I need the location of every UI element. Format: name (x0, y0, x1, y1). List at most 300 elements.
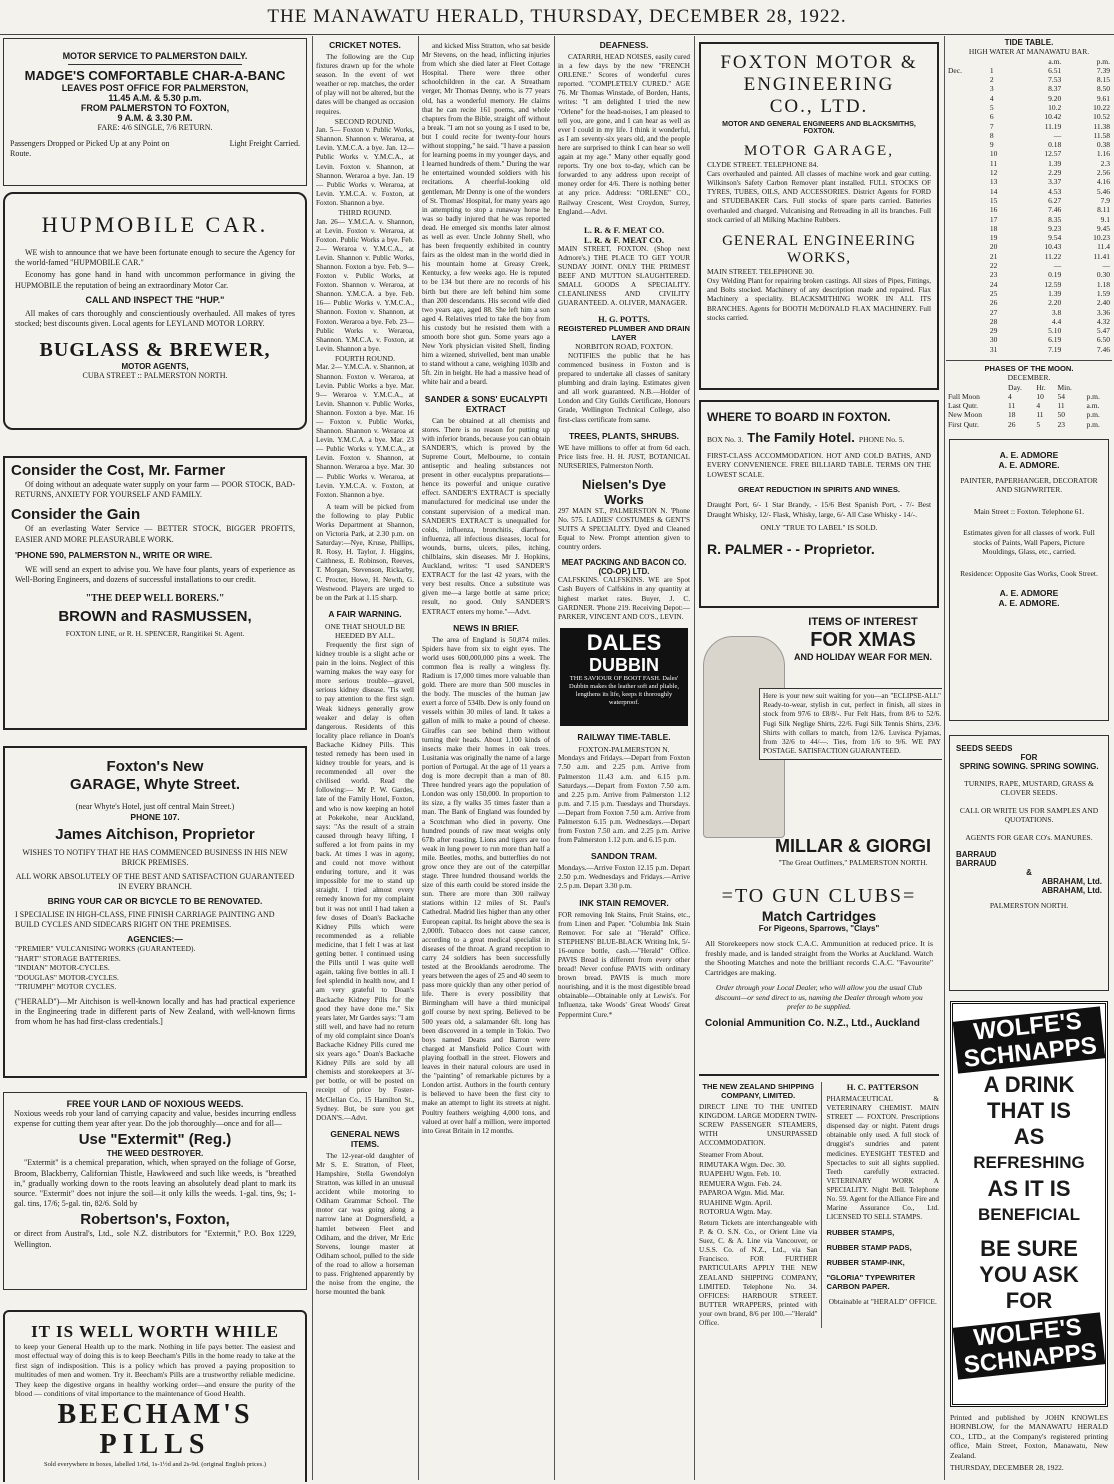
imprint-date: THURSDAY, DECEMBER 28, 1922. (950, 1463, 1064, 1473)
sandon-para: Mondays.—Arrive Foxton 12.15 p.m. Depart 2.50 p.m. Wednesdays and Fridays.—Arrive 2.5 p.m. Depart 3.30 p.m. (558, 864, 690, 891)
tide-month (946, 84, 988, 93)
seeds-agents: AGENTS FOR GEAR CO's. MANURES. (965, 832, 1093, 842)
moon-cell: p.m. (1086, 391, 1100, 401)
tide-time: 5.46 (1096, 186, 1110, 196)
tide-header-cell: p.m. (1096, 56, 1110, 66)
shipping-cols: Steamer From About. (699, 1150, 764, 1160)
trees-para: WE have millions to offer at from 6d each. Price lists free. H. H. JUST, BOTANICAL NURSERIES, Palmerston North. (558, 443, 690, 470)
board-reduction: GREAT REDUCTION IN SPIRITS AND WINES. (737, 485, 900, 495)
tide-time: 1.39 (1048, 158, 1062, 168)
barraud: ABRAHAM, Ltd. (1041, 886, 1102, 896)
gun-sub: For Pigeons, Sparrows, "Clays" (758, 924, 880, 933)
tide-time: 6.19 (1048, 335, 1062, 345)
tide-header-cell: a.m. (1048, 56, 1062, 66)
ink-para: FOR removing Ink Stains, Fruit Stains, etc., from Linen and Paper. "Columbia Ink Stain Remover. For sale at "Herald" Office. STEPHENS' BLUE-BLACK Writing Ink, 5/- 16-ounce bottle, cash.—"Herald" Office. PAVIS Bread is different from every other bread! Never confuse PAVIS with ordinary brown bread. PAVIS is much more nourishing, and it is the most digestible bread obtainable—Obtainable only at Lewis's. For Influenza, take Woods' Great Woods' Great Peppermint Cure.* (558, 910, 690, 1019)
moon-table (946, 383, 1112, 429)
seeds-call: CALL OR WRITE US FOR SAMPLES AND QUOTATIONS. (959, 805, 1099, 825)
motor-garage-addr: CLYDE STREET. TELEPHONE 84. (707, 160, 819, 169)
tide-heading: TIDE TABLE. (1004, 38, 1054, 47)
tide-header-cell (988, 57, 1015, 66)
extermit-ad (3, 1092, 307, 1290)
eucalypti-heading: SANDER & SONS' EUCALYPTI EXTRACT (424, 393, 548, 414)
general-engineering-addr: MAIN STREET. TELEPHONE 30. (707, 267, 815, 277)
board-only: ONLY "TRUE TO LABEL" IS SOLD. (760, 523, 878, 533)
tide-month (946, 168, 988, 177)
tide-row (946, 233, 1112, 242)
potts-sub: REGISTERED PLUMBER AND DRAIN LAYER (558, 324, 690, 343)
mp-heading: MEAT PACKING AND BACON CO. (CO-OP.) LTD. (561, 558, 687, 577)
garage-agency: "DOUGLAS" MOTOR-CYCLES. (15, 972, 119, 982)
admore-para: PAINTER, PAPERHANGER, DECORATOR AND SIGNWRITER. (960, 475, 1098, 495)
tide-time: 4.4 (1051, 316, 1062, 326)
round-heading: THIRD ROUND. (338, 208, 392, 217)
tide-time: 3.37 (1048, 177, 1062, 187)
tide-row (946, 75, 1112, 84)
moon-cell: 11 (1036, 410, 1044, 420)
garage-para: ALL WORK ABSOLUTELY OF THE BEST AND SATISFACTION GUARANTEED IN EVERY BRANCH. (15, 872, 295, 891)
ink-heading: INK STAIN REMOVER. (579, 897, 669, 908)
millar-giorgi: MILLAR & GIORGI (775, 836, 931, 856)
warning-heading: A FAIR WARNING. (328, 608, 402, 619)
admore-addr: Main Street :: Foxton. Telephone 61. (973, 506, 1085, 516)
moon-header-cell (1085, 383, 1112, 392)
tide-month (946, 242, 988, 251)
tide-time: 10.23 (1093, 233, 1110, 243)
garage-agency: "HART" STORAGE BATTERIES. (15, 953, 121, 963)
seeds-heading: SEEDS SEEDS (956, 743, 1013, 753)
tide-time: 1.39 (1048, 288, 1062, 298)
buglass-brewer: BUGLASS & BREWER, (39, 339, 271, 362)
tide-day: 12 (989, 168, 998, 178)
board-proprietor: R. PALMER - - Proprietor. (707, 540, 875, 557)
foxton-motor-heading: ENGINEERING (743, 74, 895, 95)
tide-time: 2.40 (1096, 298, 1110, 308)
moon-cell: 10 (1036, 391, 1044, 401)
news-para: and kicked Miss Stratton, who sat beside Mr Stevens, on the head, inflicting injuries from which she died later at Fleet Cottage Hospital. There were three other schoolchildren in the car. A Streatham verger, Mr Thomas Denny, who is 77 years old, has a wonderful memory. He claims that he can recite 161 poems, and whole chapters from the Bible, straight off without a break. "I am not so young as I used to be, but I could recite for twenty-four hours without stopping," he said. "I have a passion for learning poems in my younger days, and I learned hundreds of them." During the war he entertained wounded soldiers with his recitations. A cheerful-looking old gentleman, Mr Denny is one of the wonders of St. Thomas' Hospital, for many years ago in attempting to stop a runaway horse he was so badly injured that he was reported dead. He emerged six months later almost as well as ever. Uncle Johnny Shell, who has been frequently exhibited in country fairs as the oldest man in the world died in his mountain home at Greasy Creek, Kentucky, a few weeks ago. He is reputed to be 134 but there are no records of his birth but there are left behind him some than 200 descendants. His second wife died two years ago, aged 88. She left him a son aged 4. Relatives tried to take the boy from his custody but he resisted them with a smooth bore shot gun. Some years ago a New York physician visited Shell, finding him a wizened, shrivelled, bent man unable to stand without a cane, weighing 103lb and 5ft. 2in in height. He had a massive head of white hair and a beard. (422, 42, 550, 387)
stamps-item: RUBBER STAMP-INK, (826, 1258, 905, 1268)
foxton-motor-ad (699, 42, 939, 390)
tide-day: 6 (989, 112, 994, 122)
tide-day: 17 (989, 214, 998, 224)
weeds-heading: FREE YOUR LAND OF NOXIOUS WEEDS. (66, 1099, 244, 1109)
dales-brand: DALES (586, 629, 662, 655)
tide-day: 8 (989, 130, 994, 140)
tide-day: 11 (989, 158, 998, 168)
garage-proprietor: James Aitchison, Proprietor (55, 826, 255, 843)
potts-heading: H. G. POTTS. (598, 314, 650, 325)
shipping-para: Return Tickets are interchangeable with P. & O. S.N. Co., or Orient Line via Suez, C. & A. Line via Vancouver, or U.S.S. Co. of N.Z., Ltd., via San Francisco. FOR FURTHER PARTICULARS APPLY THE NEW ZEALAND SHIPPING COMPANY, LIMITED. Telephone No. 34. OFFICES: HARBOUR STREET. BUTTER WRAPPERS, printed with your own brand, 8/6 per 100.—"Herald" Office. (699, 1218, 818, 1327)
motor-garage-heading: MOTOR GARAGE, (744, 143, 894, 159)
deaf-para: CATARRH, HEAD NOISES, easily cured in a few days by the new "FRENCH ORLENE." Scores of wonderful cures reported. "COMPLETELY CURED." AGE 76. Mr Thomas Winstade, of Borden, Hants, writes: "I am delighted I tried the new "Orlene" for the head-noises, I am pleased to tell you, are gone, and I can hear as well as ever I could in my life. I think it wonderful, as I am seventy-six years old, and the people here are surprised to think I can hear so well again at my age." Many other equally good reports. Try one box to-day, which can be forwarded to any address upon receipt of money order for 4/6. There is nothing better at any price. Address: "ORLENE" CO., Railway Crescent, West Croydon, Surrey, England.—Advt. (558, 53, 690, 216)
meat-heading: L. R. & F. MEAT CO. (584, 224, 664, 235)
trees-heading: TREES, PLANTS, SHRUBS. (568, 430, 680, 441)
tide-day: 27 (989, 307, 998, 317)
dales-dubbin-ad (560, 628, 688, 726)
tide-month (946, 149, 988, 158)
moon-cell: p.m. (1086, 419, 1100, 429)
tide-time: 9.1 (1100, 214, 1110, 224)
tide-month (946, 298, 988, 307)
hupmobile-ad (3, 192, 307, 430)
dales-para: THE SAVIOUR OF BOOT FASH. Dales' Dubbin makes the leather soft and pliable, lengthens its life, keeps it thoroughly waterproof. (569, 674, 679, 706)
moon-row (946, 420, 1112, 429)
tide-month (946, 187, 988, 196)
tide-row (946, 205, 1112, 214)
tide-row (946, 66, 1112, 75)
tide-month (946, 205, 988, 214)
xmas-sub: "The Great Outfitters," PALMERSTON NORTH. (778, 858, 928, 867)
madge-fare: FARE: 4/6 SINGLE, 7/6 RETURN. (97, 123, 213, 132)
moon-cell: 18 (1008, 410, 1016, 420)
tide-month (946, 159, 988, 168)
fixtures: Jan. 26— Y.M.C.A. v. Shannon, at Levin. Foxton v. Weraroa, at Foxton. Public Works a bye. Feb. 2— Weraroa v. Y.M.C.A., at Levin. Shannon v. Public Works, Shannon. Foxton a bye. Feb. 9— Foxton v. Public Works, at Foxton. Shannon v. Weraroa, at Shannon. Y.M.C.A. a bye. Feb. 16— Public Works v. Y.M.C.A., Shannon. Foxton v. Shannon, at Foxton. Weraroa a bye. Feb. 23— Public Works v. Weraroa, Shannon. Y.M.C.A. v. Foxton, at Levin. Shannon a bye. (316, 217, 414, 353)
admore-name: A. E. ADMORE. (998, 459, 1060, 470)
tide-day: 26 (989, 298, 998, 308)
tide-month (946, 289, 988, 298)
stamps-item: RUBBER STAMPS, (826, 1228, 895, 1238)
moon-cell: New Moon (948, 410, 982, 420)
tide-row (946, 280, 1112, 289)
well-borers-ad (3, 456, 307, 730)
farmer-heading: Consider the Gain (11, 506, 141, 524)
deaf-heading: DEAFNESS. (599, 40, 649, 50)
tide-time: 9.54 (1048, 233, 1062, 243)
tide-day: 28 (989, 316, 998, 326)
tide-time: 11.58 (1093, 130, 1110, 140)
xmas-heading: ITEMS OF INTEREST (808, 616, 918, 628)
tide-day: 23 (989, 270, 998, 280)
madge-line: FROM PALMERSTON TO FOXTON, (80, 103, 230, 113)
tide-day: 30 (989, 335, 998, 345)
dye-para: 297 MAIN ST., PALMERSTON N. 'Phone No. 575. LADIES' COSTUMES & GENT'S SUITS A SPECIALITY. Dyed and Cleaned Equal to New. Prompt attention given to country orders. (558, 506, 690, 552)
rail-para: Mondays and Fridays.—Depart from Foxton 7.50 a.m. and 2.25 p.m. Arrive from Palmerston 11.43 a.m. and 6.15 p.m. Saturdays.—Depart from Foxton 7.50 a.m. and 2.25 p.m. Arrive from Palmerston 1.12 p.m. and 7.15 p.m. Tuesdays and Thursdays.—Depart from Foxton 7.50 a.m. Arrive from Palmerston 6.15 p.m. Wednesdays.—Depart from Foxton 7.50 a.m. and 2.25 p.m. Arrive from Palmerston 1.12 p.m. and 6.15 p.m. (558, 754, 690, 845)
tide-day: 24 (989, 279, 998, 289)
tide-time: 7.46 (1048, 205, 1062, 215)
tide-day: 14 (989, 186, 998, 196)
shipping-ad (699, 1082, 817, 1328)
hup-addr: CUBA STREET :: PALMERSTON NORTH. (82, 371, 228, 381)
admore-ad (949, 439, 1109, 721)
tide-time: 9.61 (1096, 93, 1110, 103)
tide-month (946, 280, 988, 289)
moon-cell: a.m. (1086, 401, 1100, 411)
madge-name: MADGE'S COMFORTABLE CHAR-A-BANC (24, 68, 286, 83)
tide-day: 3 (989, 84, 994, 94)
weeds-para: "Extermit" is a chemical preparation, which, when sprayed on the foliage of Gorse, Broom, Blackberry, Californian Thistle, Hawkweed and such like weeds, is "breathed in," gradually working down to the roots leaving an absolutely dead plant to mark its source. "Extermit" does not injure the soil—it only kills the weeds. 1-gal. tins, 9s; 1-gal. tins, 17/6; 5-gal. tin, 82/6. Sold by (14, 1158, 296, 1209)
tide-row (946, 308, 1112, 317)
madge-title: MOTOR SERVICE TO PALMERSTON DAILY. (62, 51, 248, 61)
tide-time: 11.22 (1044, 251, 1062, 261)
tide-row (946, 215, 1112, 224)
farmer-borers: "THE DEEP WELL BORERS." (85, 593, 225, 605)
tide-row (946, 224, 1112, 233)
seeds-list: TURNIPS, RAPE, MUSTARD, GRASS & CLOVER SEEDS. (964, 778, 1094, 798)
fixtures: Mar. 2— Y.M.C.A. v. Shannon, at Shannon. Foxton v. Weraroa, at Levin. Public Works a bye. Mar. 9— Weraroa v. Y.M.C.A., at Levin. Shannon v. Public Works, Shannon. Foxton a bye. Mar. 16— Foxton v. Public Works, Shannon. Shannon v. Weraroa at Levin. Y.M.C.A. a bye. Mar. 23— Public Works v. Y.M.C.A., at Levin. Foxton v. Shannon, at Shannon. Weraroa a bye. Mar. 30— Public Works v. Weraroa, at Levin. Y.M.C.A. v. Foxton, at Foxton. Shannon a bye. (316, 363, 414, 499)
wolfe-line: AS IT IS (987, 1175, 1071, 1201)
tide-time: 11.38 (1093, 121, 1110, 131)
tide-time: 7.9 (1100, 195, 1110, 205)
farmer-addr: FOXTON LINE, or R. H. SPENCER, Rangitikei St. Agent. (65, 629, 245, 639)
gun-heading: =TO GUN CLUBS= (721, 885, 917, 907)
barraud: ABRAHAM, Ltd. (1041, 877, 1102, 887)
moon-heading: PHASES OF THE MOON. (946, 360, 1112, 373)
column-rule (312, 36, 313, 1480)
tide-time: 12.59 (1044, 279, 1062, 289)
tide-time: 10.52 (1093, 112, 1110, 122)
beecham-brand: BEECHAM'S (57, 1399, 253, 1431)
tide-time: 2.20 (1048, 298, 1062, 308)
barraud-addr: PALMERSTON NORTH. (989, 901, 1069, 911)
tide-time: 0.30 (1096, 270, 1110, 280)
farmer-para: Of an everlasting Water Service — BETTER STOCK, BIGGER PROFITS, EASIER AND MORE PLEASURABLE WORK. (15, 524, 295, 544)
tide-month (946, 308, 988, 317)
extermit-name: Use "Extermit" (Reg.) (78, 1131, 232, 1149)
tide-day: 10 (989, 149, 998, 159)
tide-time: 8.15 (1096, 75, 1110, 85)
seeds-spring: SPRING SOWING. SPRING SOWING. (959, 761, 1099, 771)
tide-sub: HIGH WATER AT MANAWATU BAR. (968, 47, 1090, 56)
farmer-phone: 'PHONE 590, PALMERSTON N., WRITE OR WIRE. (15, 549, 213, 560)
wolfe-line: REFRESHING (973, 1152, 1085, 1172)
admore-para: Estimates given for all classes of work. Full stocks of Paints, Wall Papers, Picture Mouldings, Glass, etc., carried. (963, 528, 1095, 557)
garage-heading: GARAGE, Whyte Street. (69, 776, 241, 793)
column-1 (0, 34, 310, 1482)
tide-month (946, 233, 988, 242)
wolfe-line: A DRINK (983, 1071, 1075, 1097)
xmas-heading: AND HOLIDAY WEAR FOR MEN. (793, 652, 932, 662)
moon-cell: 4 (1036, 401, 1041, 411)
dales-brand: DUBBIN (589, 654, 659, 675)
general-engineering-heading: WORKS, (787, 250, 851, 267)
farmer-para: Of doing without an adequate water supply on your farm — POOR STOCK, BAD-RETURNS, ANXIETY FOR YOURSELF AND FAMILY. (15, 480, 295, 500)
imprint: Printed and published by JOHN KNOWLES HORNBLOW, for the MANAWATU HERALD CO., LTD., at the Company's registered printing office, Main Street, Foxton, Manawatu, New Zealand. (950, 1412, 1108, 1460)
tide-row (946, 252, 1112, 261)
tide-time: 7.39 (1096, 65, 1110, 75)
dye-heading: Works (604, 491, 644, 507)
brown-rasmussen: BROWN and RASMUSSEN, (58, 608, 252, 626)
tide-row (946, 168, 1112, 177)
tide-time: 9.20 (1048, 93, 1062, 103)
moon-row (946, 401, 1112, 410)
family-hotel-name: The Family Hotel. (747, 430, 855, 445)
moon-cell: 11 (1057, 401, 1065, 411)
tide-day: 31 (989, 344, 998, 354)
tide-time: 6.51 (1048, 65, 1062, 75)
tide-row (946, 335, 1112, 344)
tide-time: 2.3 (1100, 158, 1110, 168)
foxton-motor-sub: MOTOR AND GENERAL ENGINEERS AND BLACKSMITHS, FOXTON. (722, 121, 916, 135)
rail-heading: RAILWAY TIME-TABLE. (577, 731, 671, 742)
tide-day: 2 (989, 75, 994, 85)
tide-header-row (946, 57, 1112, 66)
beecham-para: to keep your General Health up to the mark. Nothing in life pays better. The easiest and most effectual way of doing this is to keep Beecham's Pills in the home ready to take at the first sign of indisposition. This is a policy which has proved a paying proposition to multitudes of men and women. Try it. Beecham's Pills are a trustworthy reliable medicine. They keep the digestive organs in healthy working order—and ensure the purity of the blood — conditions of vital importance to the maintenance of Good Health. (15, 1342, 295, 1399)
wolfe-line: FOR (1005, 1287, 1053, 1313)
hup-para: WE wish to announce that we have been fortunate enough to secure the Agency for the world-famed "HUPMOBILE CAR." (15, 248, 295, 268)
cricket-para: The following are the Cup fixtures drawn up for the whole season. In the event of wet weather or rep. matches, the order of play will not be altered, but the dates will be changed as occasion requires. (316, 53, 414, 116)
column-3 (420, 34, 552, 1482)
garage-para: I SPECIALISE IN HIGH-CLASS, FINE FINISH CARRIAGE PAINTING AND BUILD CYCLES AND SIDECARS RIGHT ON THE PREMISES. (15, 910, 275, 929)
wolfe-line: BE SURE (980, 1235, 1078, 1261)
foxton-garage-ad (3, 746, 307, 1078)
tide-time: 8.37 (1048, 84, 1062, 94)
tide-row (946, 326, 1112, 335)
shipping-row: REMUERA Wgtn. Feb. 24. (699, 1178, 782, 1188)
tide-time: 8.50 (1096, 84, 1110, 94)
wolfe-line: THAT IS (987, 1097, 1071, 1123)
tide-month (946, 131, 988, 140)
column-2 (314, 34, 416, 1482)
tide-time: 10.22 (1093, 102, 1110, 112)
tide-time: 1.16 (1096, 149, 1110, 159)
stamps-item: "GLORIA" TYPEWRITER CARBON PAPER. (826, 1273, 916, 1292)
tide-time: 0.38 (1096, 140, 1110, 150)
tide-row (946, 298, 1112, 307)
beecham-heading: IT IS WELL WORTH WHILE (31, 1322, 279, 1341)
tide-time: — (1053, 261, 1062, 271)
tide-month (946, 140, 988, 149)
tide-day: 29 (989, 326, 998, 336)
moon-cell: 23 (1057, 419, 1065, 429)
cricket-para: A team will be picked from the following to play Public Works Department at Shannon, on Victoria Park, at 2.30 p.m. on Saturday:—Nye, Kruse, Phillips, R. Rosy, H. Taylor, J. Higgins, Caithness, E. Robinson, Reeves, T. Morgan, Stevenson, Rickarby, C. Procter, Howe, H. Newth, G. Westwood. Players are urged to be on the Park at 1.15 sharp. (316, 502, 414, 602)
shipping-row: ROTORUA Wgtn. May. (699, 1207, 772, 1217)
board-para: FIRST-CLASS ACCOMMODATION. HOT AND COLD BATHS, AND EVERY CONVENIENCE. FREE BILLIARD TABLE. TERMS ON THE LOWEST SCALE. (707, 451, 931, 479)
tide-month (946, 224, 988, 233)
tide-header-cell (946, 57, 988, 66)
hup-para: Economy has gone hand in hand with uncommon performance in giving the HUPMOBILE the reputation of being an extraordinary Motor Car. (15, 270, 295, 290)
tide-row (946, 289, 1112, 298)
board-phone: PHONE No. 5. (858, 435, 905, 444)
meat-para: MAIN STREET, FOXTON. (Shop next Admore's.) THE PLACE TO GET YOUR SUNDAY JOINT. ONLY THE PRIMEST BEEF AND MUTTON SLAUGHTERED. SMALL GOODS A SPECIALITY. CLEANLINESS AND CIVILITY GUARANTEED. A. OLIVER, MANAGER. (558, 244, 690, 308)
shipping-row: PAPAROA Wgtn. Mid. Mar. (699, 1188, 785, 1198)
moon-cell: p.m. (1086, 410, 1100, 420)
tide-month (946, 103, 988, 112)
tide-time: 5.10 (1048, 326, 1062, 336)
tide-time: 11.41 (1093, 251, 1110, 261)
beechams-ad (3, 1310, 307, 1482)
tide-row (946, 159, 1112, 168)
tide-row (946, 187, 1112, 196)
meat-heading: L. R. & F. MEAT CO. (584, 234, 664, 245)
tide-time: 6.50 (1096, 335, 1110, 345)
general-engineering-para: Oxy Welding Plant for repairing broken castings. All sizes of Pipes, Fittings, and Bolts stocked. Machinery of any description made and repaired. Flax Machinery a speciality. BLACKSMITHING WORK IN ALL ITS BRANCHES. Agents for BOOTH McDONALD FLAX MACHINERY. Full stocks carried. (707, 276, 931, 322)
admore-name: A. E. ADMORE. (998, 598, 1060, 609)
tide-time: 7.53 (1048, 75, 1062, 85)
tide-time: 0.19 (1048, 270, 1062, 280)
dye-heading: Nielsen's Dye (581, 476, 667, 492)
tide-row (946, 261, 1112, 270)
tide-time: 10.42 (1044, 112, 1062, 122)
tide-month (946, 75, 988, 84)
tide-day: 13 (989, 177, 998, 187)
tide-time: 10.43 (1044, 242, 1062, 252)
gun-clubs-ad (699, 880, 939, 1076)
tide-row (946, 94, 1112, 103)
moon-cell: 5 (1036, 419, 1041, 429)
tide-row (946, 177, 1112, 186)
hup-agents: MOTOR AGENTS, (121, 362, 189, 372)
weeds-para: or direct from Austral's, Ltd., sole N.Z. distributors for "Extermit," P.O. Box 1229, Wellington. (14, 1229, 296, 1249)
tide-month (946, 196, 988, 205)
seeds-ad (949, 735, 1109, 991)
madge-note: Passengers Dropped or Picked Up at any Point on Route. (10, 139, 170, 158)
madge-line: 11.45 A.M. & 5.30 p.m. (108, 93, 202, 103)
tide-time: 4.32 (1096, 316, 1110, 326)
beecham-foot: Sold everywhere in boxes, labelled 1/6d, 1s-1½d and 2s-9d. (original English prices.) (43, 1461, 267, 1469)
wolfes-schnapps-ad (950, 1001, 1108, 1407)
tide-time: 11.4 (1097, 242, 1110, 252)
patterson-ad (821, 1082, 939, 1328)
potts-addr: NORBITON ROAD, FOXTON. (575, 342, 673, 352)
farmer-heading: Consider the Cost, Mr. Farmer (11, 462, 226, 479)
shipping-row: RIMUTAKA Wgtn. Dec. 30. (699, 1159, 786, 1169)
tide-time: 7.46 (1096, 344, 1110, 354)
moon-header-cell: Min. (1057, 382, 1072, 392)
moon-cell: 11 (1008, 401, 1016, 411)
tide-month: Dec. (948, 65, 962, 75)
farmer-para: WE will send an expert to advise you. We have four plants, years of experience as Well-Boring Engineers, and dozens of successful installations to our credit. (15, 564, 295, 585)
tide-time: 4.16 (1096, 177, 1110, 187)
tide-row (946, 317, 1112, 326)
tide-time: 12.57 (1044, 149, 1062, 159)
gun-note: Order through your Local Dealer, who will allow you the usual Club discount—or send direct to us, naming the Dealer through whom you prefer to be supplied. (715, 983, 923, 1012)
tide-row (946, 196, 1112, 205)
sandon-heading: SANDON TRAM. (590, 851, 658, 862)
masthead: THE MANAWATU HERALD, THURSDAY, DECEMBER 28, 1922. (0, 0, 1114, 35)
tide-time: — (1053, 130, 1062, 140)
tide-month (946, 270, 988, 279)
garage-note: ("HERALD")—Mr Aitchison is well-known locally and has had practical experience in the Engineering trade in different parts of New Zealand, with well-known firms from whom he has had first-class credentials.] (15, 996, 295, 1026)
tide-time: 2.29 (1048, 168, 1062, 178)
weeds-para: Noxious weeds rob your land of carrying capacity and value, besides incurring endless expense for cutting them year after year. Do the job thoroughly—once and for all— (14, 1109, 296, 1129)
column-rule (418, 36, 419, 1480)
seeds-for: FOR (1020, 752, 1038, 762)
tide-time: 11.19 (1044, 121, 1062, 131)
tide-row (946, 131, 1112, 140)
barraud: & (1026, 868, 1032, 878)
tide-row (946, 345, 1112, 354)
column-rule (944, 36, 945, 1480)
board-box: BOX No. 3. (707, 435, 744, 444)
tide-time: 7.19 (1048, 344, 1062, 354)
hupmobile-title: HUPMOBILE CAR. (41, 212, 269, 237)
barraud: BARRAUD (956, 850, 997, 860)
patterson-heading: H. C. PATTERSON (846, 1082, 919, 1092)
madge-note: Light Freight Carried. (229, 139, 300, 148)
garage-agency: "TRIUMPH" MOTOR CYCLES. (15, 982, 117, 991)
cricket-heading: CRICKET NOTES. (329, 40, 401, 50)
tide-time: 8.11 (1097, 205, 1110, 215)
eucalypti-para: Can be obtained at all chemists and stores. There is no reason for putting up with inferior brands, because you can obtain SANDER'S, which is proved by the Supreme Court, Melbourne, to contain antiseptic and healing substances not present in other eucalyptus preparations—hence its powerful and unique curative effect. SANDER'S EXTRACT is specially manufactured for medicinal use under the constant supervision of a medical man. SANDER'S EXTRACT is unequalled for colds, influenza, bronchitis, diarrhoea, influenza, all infectious diseases, local for wounds, burns, ulcers, piles, itching, chilblains, skin diseases. Mr J. Hopkins, Auckland, writes: "I used SANDER'S EXTRACT for the last 42 years, with the very best results. Once a substitute was given me—a large bottle at same price; result, no good. Only SANDER'S EXTRACT enters my home."—Advt. (422, 416, 550, 616)
admore-res: Residence: Opposite Gas Works, Cook Street. (960, 568, 1098, 578)
tide-time: 3.36 (1096, 307, 1110, 317)
gun-para: All Storekeepers now stock C.A.C. Ammunition at reduced price. It is freshly made, and is landed straight from the Works at Auckland. Watch the Shooting Matches and note the brilliant records C.A.C. "Favourite" Cartridges are making. (705, 939, 933, 977)
tide-time: 5.47 (1096, 326, 1110, 336)
moon-cell: 26 (1008, 419, 1016, 429)
tide-time: 9.23 (1048, 223, 1062, 233)
tide-month (946, 335, 988, 344)
tide-row (946, 242, 1112, 251)
moon-cell: 54 (1057, 391, 1065, 401)
tide-day: 1 (989, 65, 994, 75)
bottom-row (699, 1082, 939, 1328)
tide-month (946, 215, 988, 224)
shipping-row: RUAHINE Wgtn. April. (699, 1197, 773, 1207)
tide-time: 2.56 (1096, 168, 1110, 178)
garage-agencies: AGENCIES:— (127, 934, 183, 944)
fixtures: Jan. 5— Foxton v. Public Works, Shannon. Shannon v. Weraroa, at Levin. Y.M.C.A. a bye. Jan. 12— Public Works v. Y.M.C.A., at Levin. Foxton v. Shannon, at Shannon. Weraroa a bye. Jan. 19— Public Works v. Weraroa, at Levin. Y.M.C.A. v. Foxton, at Foxton. Shannon a bye. (316, 126, 414, 207)
tide-time: 0.18 (1048, 140, 1062, 150)
family-hotel-ad (699, 400, 939, 608)
